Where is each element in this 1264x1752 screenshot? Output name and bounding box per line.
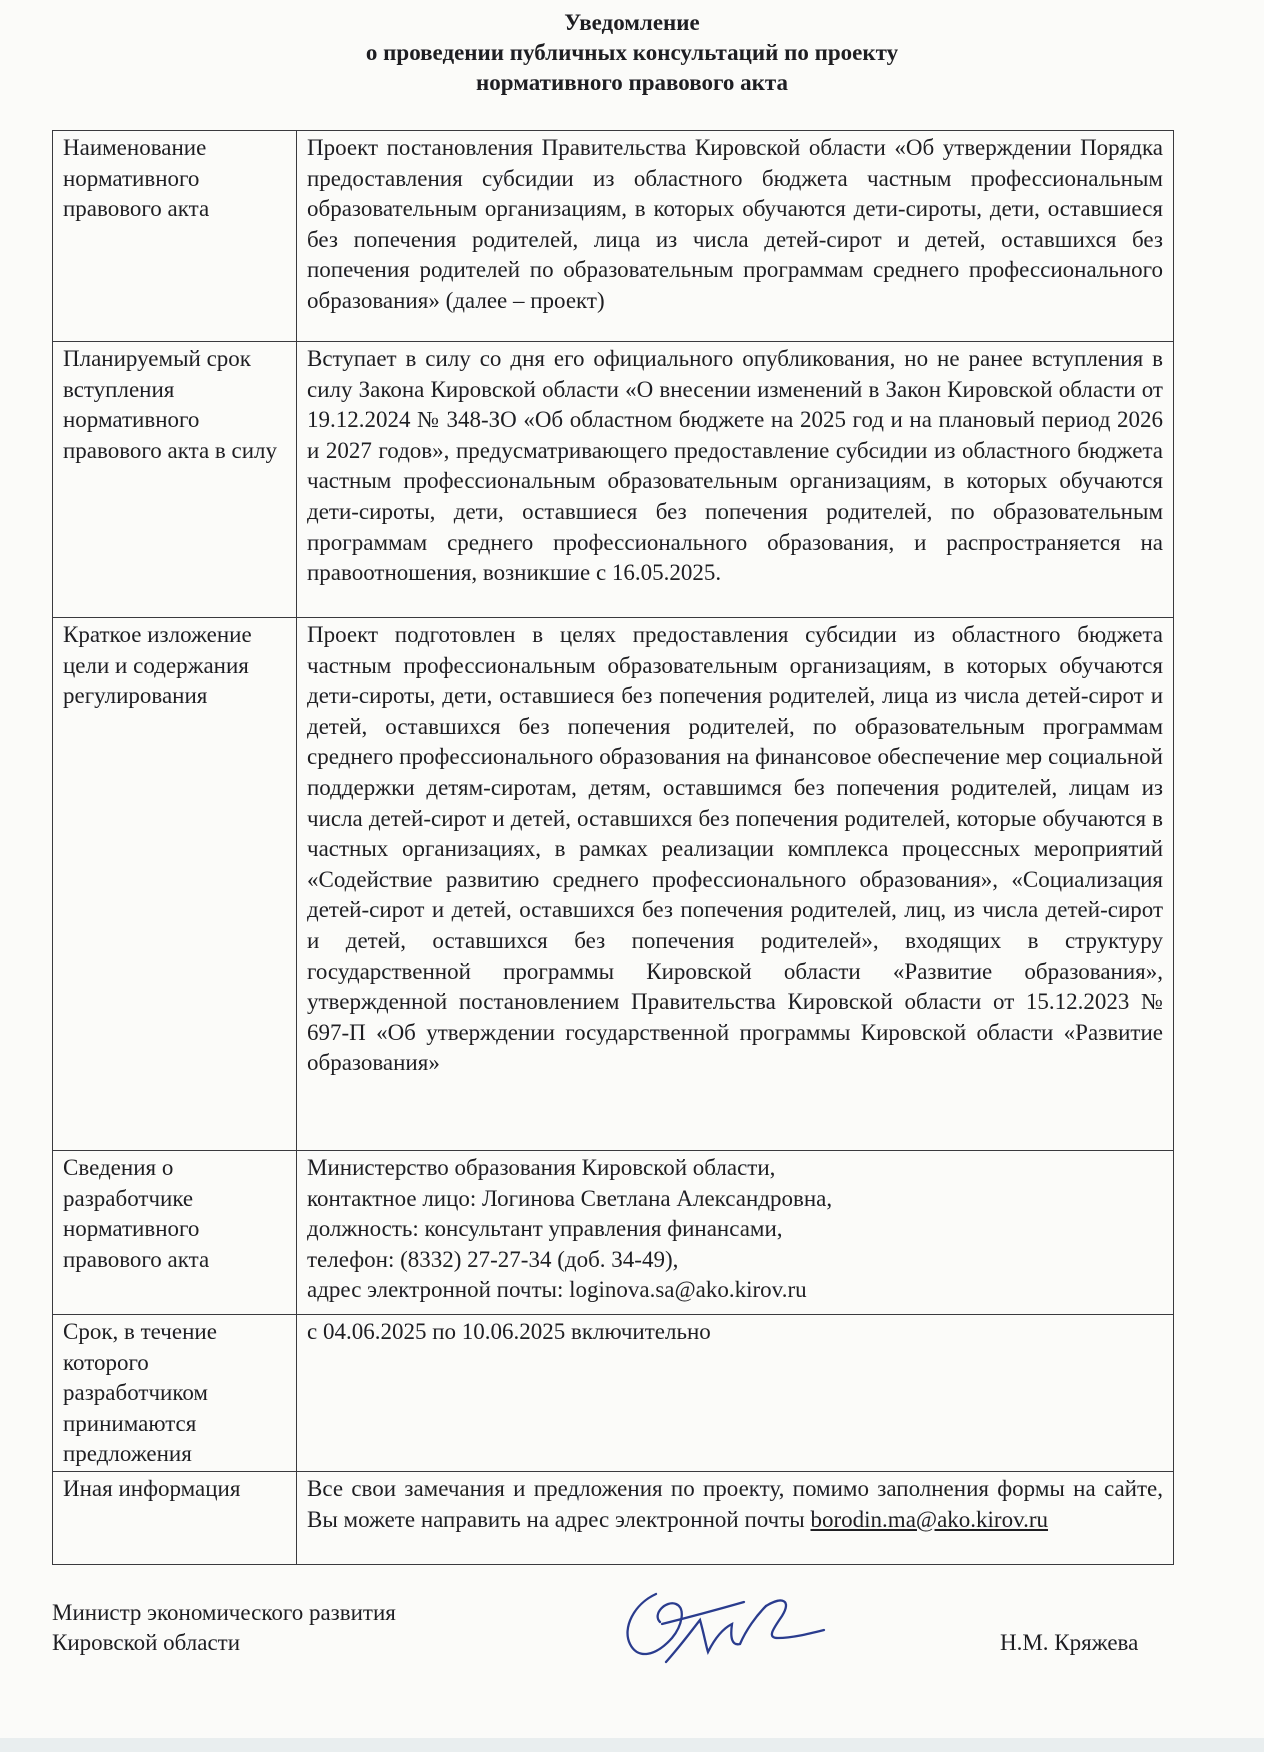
contact-phone: телефон: (8332) 27-27-34 (доб. 34-49), — [307, 1246, 679, 1272]
table-row — [53, 1151, 1174, 1315]
notice-table — [52, 130, 1174, 1565]
email-link[interactable]: borodin.ma@ako.kirov.ru — [810, 1506, 1049, 1532]
title-line-1: Уведомление — [564, 10, 700, 35]
table-row — [53, 131, 1174, 342]
row-value-contacts — [297, 1151, 1174, 1315]
row-value: Проект постановления Правительства Кировской области «Об утверждении Порядка предоставления субсидии из областного бюджета частным профессиональным образовательным организациям, в которых обучаются дети-сироты, дети, оставшиеся без попечения родителей, лица из числа детей-сирот и детей, оставшихся без попечения родителей по образовательным программам среднего профессионального образования» (далее – проект) — [297, 131, 1174, 342]
row-value — [297, 1472, 1174, 1565]
signature — [616, 1580, 836, 1680]
row-value: Проект подготовлен в целях предоставления субсидии из областного бюджета частным профессиональным образовательным организациям, в которых обучаются дети-сироты, дети, оставшиеся без попечения родителей, лица из числа детей-сирот и детей, оставшихся без попечения родителей, по образовательным программам среднего профессионального образования на финансовое обеспечение мер социальной поддержки детям-сиротам, детям, оставшимся без попечения родителей, лицам из числа детей-сирот и детей, оставшихся без попечения родителей, которые обучаются в частных организациях, в рамках реализации комплекса процессных мероприятий «Содействие развитию среднего профессионального образования», «Социализация детей-сирот и детей, оставшихся без попечения родителей, лиц, из числа детей-сирот и детей, оставшихся без попечения родителей», входящих в структуру государственной программы Кировской области «Развитие образования», утвержденной постановлением Правительства Кировской области от 15.12.2023 № 697-П «Об утверждении государственной программы Кировской области «Развитие образования» — [297, 618, 1174, 1151]
contact-person: контактное лицо: Логинова Светлана Александровна, — [307, 1185, 833, 1211]
table-row — [53, 342, 1174, 618]
title-line-2: о проведении публичных консультаций по проекту — [365, 40, 899, 65]
row-value: Вступает в силу со дня его официального опубликования, но не ранее вступления в силу Закона Кировской области «О внесении изменений в Закон Кировской области от 19.12.2024 № 348-ЗО «Об областном бюджете на 2025 год и на плановый период 2026 и 2027 годов», предусматривающего предоставление субсидии из областного бюджета частным профессиональным образовательным организациям, в которых обучаются дети-сироты, дети, оставшиеся без попечения родителей, по образовательным программам среднего профессионального образования, и распространяется на правоотношения, возникшие с 16.05.2025. — [297, 342, 1174, 618]
row-label: Срок, в течение которого разработчиком принимаются предложения — [53, 1315, 297, 1472]
row-label: Краткое изложение цели и содержания регулирования — [53, 618, 297, 1151]
table-row — [53, 1315, 1174, 1472]
table-row — [53, 618, 1174, 1151]
other-info-text: Все свои замечания и предложения по проекту, помимо заполнения формы на сайте, Вы можете направить на адрес электронной почты — [307, 1476, 1163, 1532]
row-label: Наименование нормативного правового акта — [53, 131, 297, 342]
row-label: Сведения о разработчике нормативного правового акта — [53, 1151, 297, 1315]
contact-position: должность: консультант управления финансами, — [307, 1216, 783, 1242]
scan-edge — [0, 1738, 1264, 1752]
row-label: Планируемый срок вступления нормативного правового акта в силу — [53, 342, 297, 618]
table-row — [53, 1472, 1174, 1565]
developer-name: Министерство образования Кировской области, — [307, 1155, 776, 1180]
signatory-name: Н.М. Кряжева — [1000, 1630, 1139, 1655]
signatory-position-line-2: Кировской области — [52, 1630, 241, 1655]
signatory-position — [52, 1598, 396, 1658]
document-title — [0, 8, 1264, 98]
contact-email: адрес электронной почты: loginova.sa@ako.kirov.ru — [307, 1277, 807, 1303]
signatory-position-line-1: Министр экономического развития — [52, 1600, 396, 1625]
title-line-3: нормативного правового акта — [476, 70, 788, 95]
row-label: Иная информация — [53, 1472, 297, 1565]
row-value: с 04.06.2025 по 10.06.2025 включительно — [297, 1315, 1174, 1472]
